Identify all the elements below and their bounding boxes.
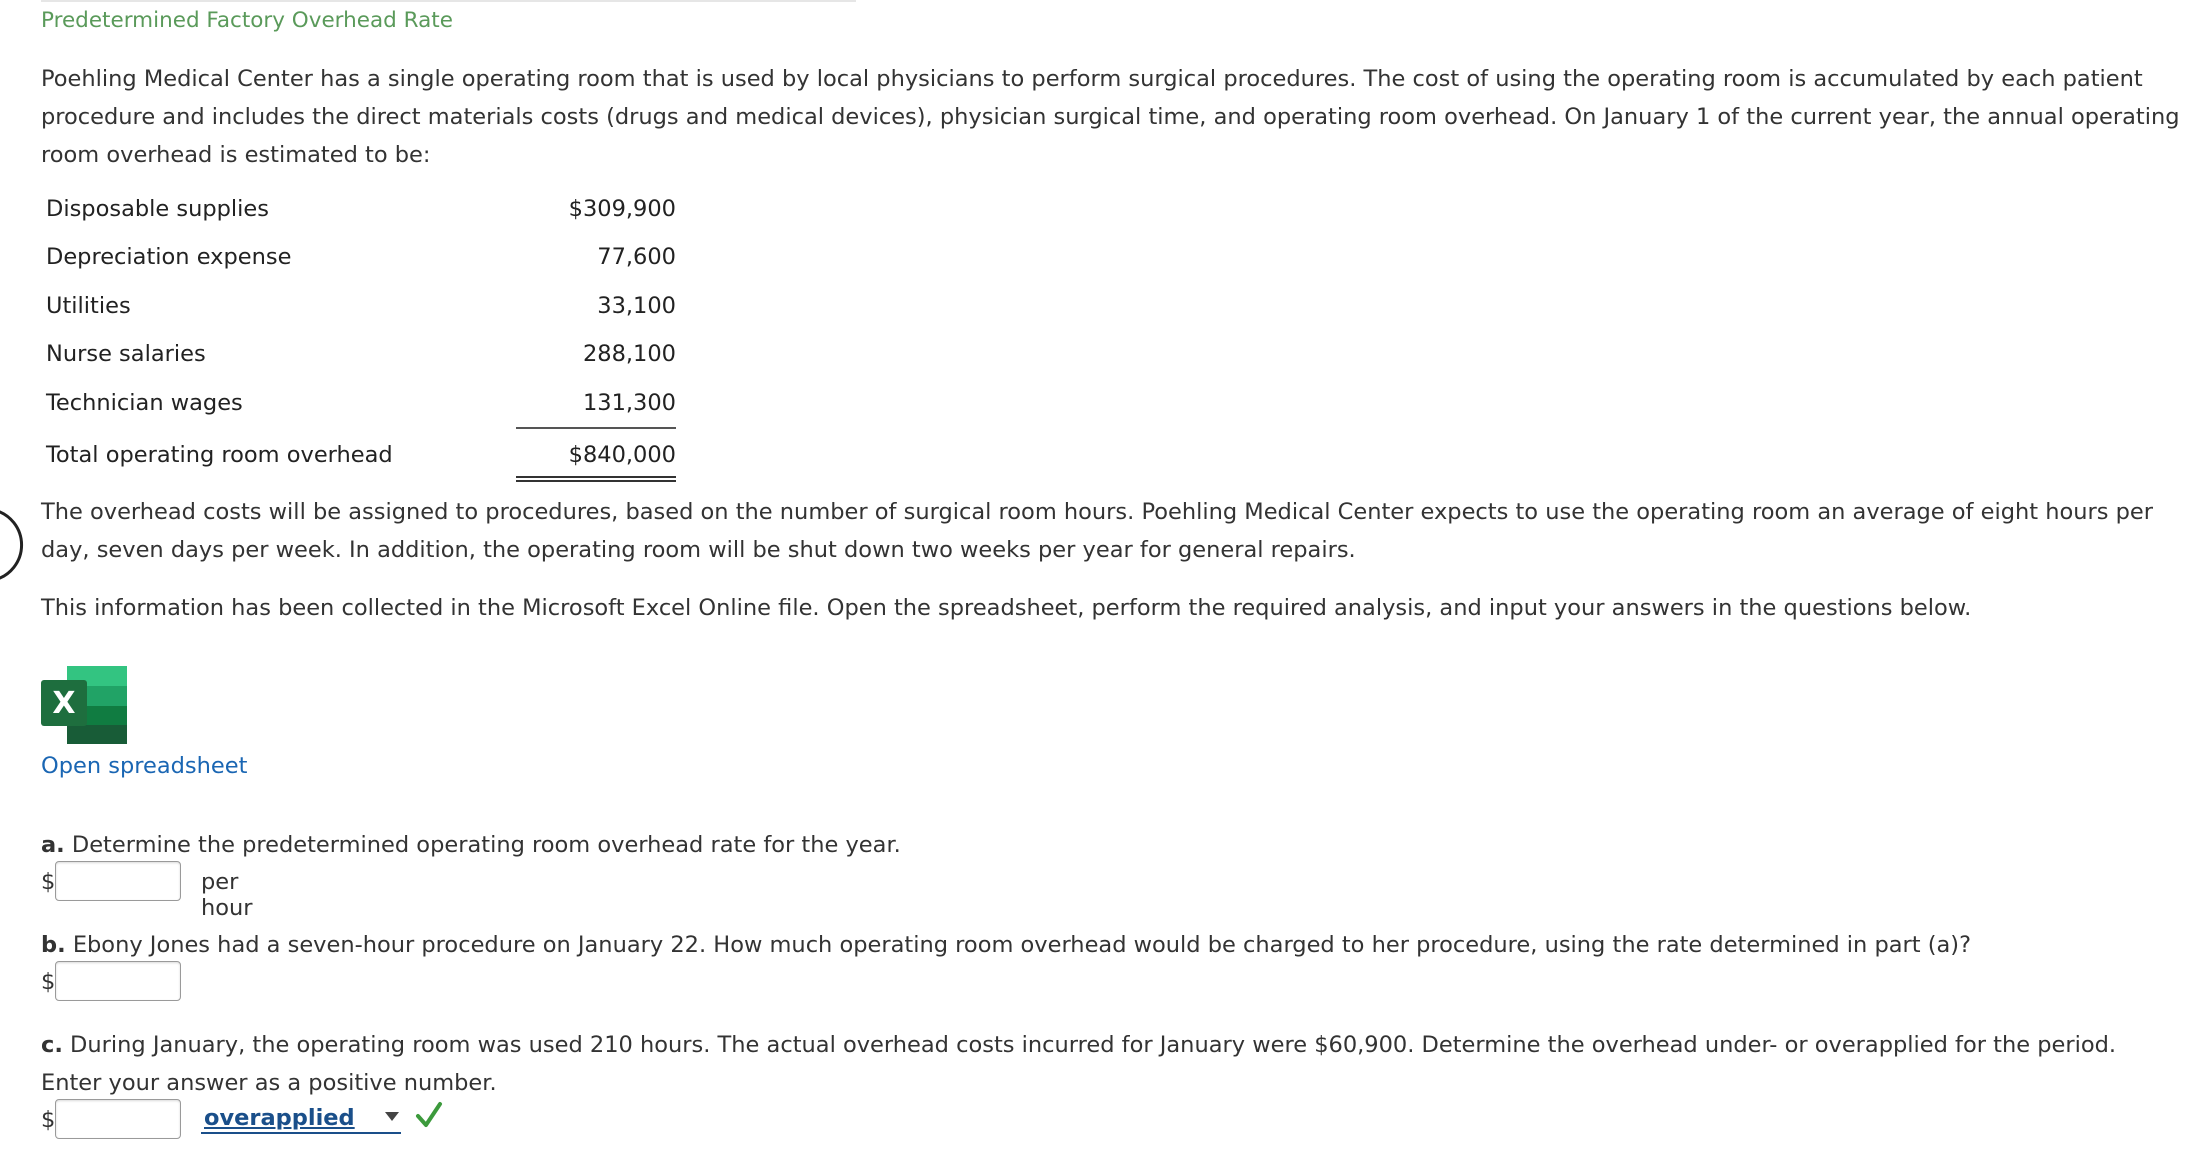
table-row xyxy=(46,234,676,282)
total-value: $840,000 xyxy=(568,442,676,468)
currency-symbol: $ xyxy=(41,869,56,895)
subtotal-rule xyxy=(516,427,676,429)
question-letter: c. xyxy=(41,1032,63,1058)
question-c xyxy=(41,1026,2181,1102)
table-row xyxy=(46,331,676,379)
question-text: Determine the predetermined operating room overhead rate for the year. xyxy=(71,832,901,858)
dropdown-caret-icon xyxy=(385,1112,399,1121)
row-label: Depreciation expense xyxy=(46,244,292,270)
row-label: Utilities xyxy=(46,293,131,319)
question-a xyxy=(41,826,2181,864)
total-label: Total operating room overhead xyxy=(46,442,393,468)
intro-paragraph: Poehling Medical Center has a single operating room that is used by local physicians to perform surgical procedures. The cost of using the operating room is accumulated by each patient procedure and includes the direct materials costs (drugs and medical devices), physician surgical time, and operating room overhead. On January 1 of the current year, the annual operating room overhead is estimated to be: xyxy=(41,66,2180,168)
row-value: 77,600 xyxy=(597,244,676,270)
row-label: Disposable supplies xyxy=(46,196,270,222)
top-divider xyxy=(41,0,856,2)
open-spreadsheet-link[interactable]: Open spreadsheet xyxy=(41,753,248,779)
excel-icon-letter: X xyxy=(52,686,76,721)
answer-c-input[interactable] xyxy=(55,1099,181,1139)
question-text: Ebony Jones had a seven-hour procedure on January 22. How much operating room overhead would be charged to her procedure, using the rate determined in part (a)? xyxy=(72,932,1972,958)
table-row xyxy=(46,380,676,428)
currency-symbol: $ xyxy=(41,969,56,995)
partial-circle-decoration xyxy=(0,508,24,582)
table-row xyxy=(46,186,676,234)
table-row xyxy=(46,283,676,331)
total-double-rule xyxy=(516,476,676,482)
row-value: 288,100 xyxy=(582,341,676,367)
checkmark-icon xyxy=(415,1100,443,1130)
under-over-applied-select[interactable] xyxy=(201,1102,401,1134)
selected-option: overapplied xyxy=(204,1105,355,1131)
row-value: 131,300 xyxy=(582,390,676,416)
assignment-paragraph: The overhead costs will be assigned to procedures, based on the number of surgical room hours. Poehling Medical Center expects to use the operating room an average of eight hours per day, seven days per week. In addition, the operating room will be shut down two weeks per year for general repairs. xyxy=(41,499,2154,563)
unit-label: per hour xyxy=(201,869,253,921)
answer-a-input[interactable] xyxy=(55,861,181,901)
row-value: $309,900 xyxy=(568,196,676,222)
row-label: Nurse salaries xyxy=(46,341,206,367)
question-title: Predetermined Factory Overhead Rate xyxy=(41,8,453,33)
question-letter: b. xyxy=(41,932,66,958)
row-value: 33,100 xyxy=(597,293,676,319)
row-label: Technician wages xyxy=(46,390,243,416)
question-b xyxy=(41,926,2181,964)
question-text: During January, the operating room was used 210 hours. The actual overhead costs incurred for January were $60,900. Determine the overhead under- or overapplied for the period. Enter your answer as a positive number. xyxy=(41,1032,2117,1096)
answer-b-input[interactable] xyxy=(55,961,181,1001)
currency-symbol: $ xyxy=(41,1107,56,1133)
excel-icon[interactable] xyxy=(41,666,127,744)
table-total-row xyxy=(46,432,676,480)
excel-instructions: This information has been collected in the Microsoft Excel Online file. Open the spreadsheet, perform the required analysis, and input your answers in the questions below. xyxy=(41,595,1972,621)
question-letter: a. xyxy=(41,832,65,858)
